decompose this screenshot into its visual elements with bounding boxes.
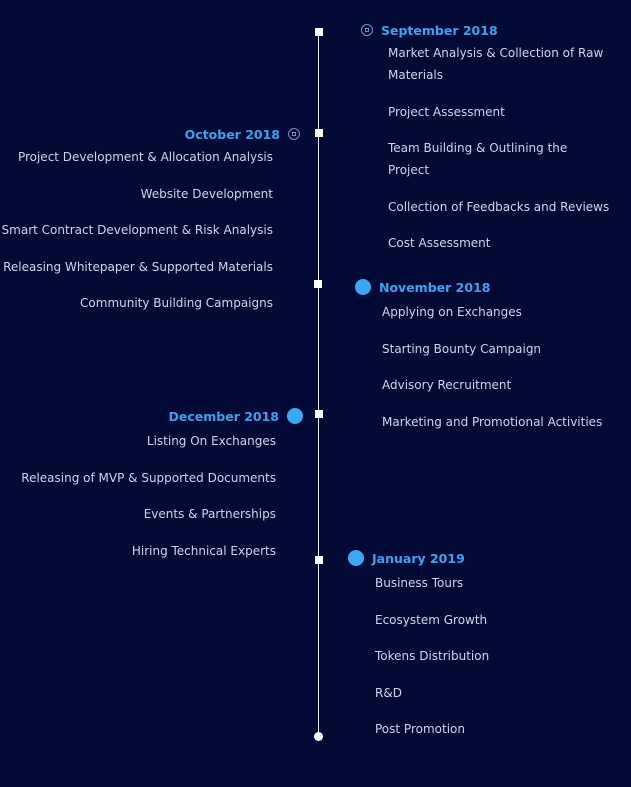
milestone-task: Project Assessment — [388, 104, 505, 119]
milestone-date: November 2018 — [379, 279, 491, 295]
timeline-axis — [318, 32, 319, 736]
timeline-end-node — [314, 732, 323, 741]
milestone-task: R&D — [375, 685, 402, 700]
milestone-task: Advisory Recruitment — [382, 378, 512, 392]
milestone-header — [0, 124, 300, 144]
milestone-october-2018 — [0, 124, 300, 329]
dot-icon — [348, 550, 364, 566]
milestone-date: January 2019 — [372, 550, 465, 566]
milestone-task: Listing On Exchanges — [146, 434, 276, 448]
milestone-task: Ecosystem Growth — [375, 612, 488, 627]
milestone-task-list — [388, 42, 611, 254]
timeline-node — [315, 129, 323, 137]
ring-icon — [361, 24, 373, 36]
milestone-january-2019 — [348, 548, 608, 755]
milestone-task: Marketing and Promotional Activities — [382, 414, 603, 429]
milestone-header — [348, 548, 608, 568]
ring-icon — [288, 128, 300, 140]
milestone-task-list — [375, 572, 608, 740]
milestone-date: December 2018 — [168, 408, 279, 424]
milestone-task: Events & Partnerships — [143, 507, 276, 521]
milestone-task: Tokens Distribution — [375, 649, 490, 663]
dot-icon — [355, 279, 371, 295]
milestone-header — [0, 406, 303, 426]
milestone-task-list — [0, 146, 273, 314]
milestone-task: Post Promotion — [375, 722, 465, 736]
milestone-header — [361, 20, 611, 40]
milestone-task: Releasing of MVP & Supported Documents — [21, 470, 276, 485]
timeline-node — [315, 556, 323, 564]
milestone-task: Website Development — [140, 186, 273, 201]
timeline-node — [314, 280, 322, 288]
milestone-task: Market Analysis & Collection of Raw Materials — [388, 46, 604, 82]
milestone-november-2018 — [355, 277, 615, 447]
timeline-node — [315, 28, 323, 36]
milestone-task-list — [0, 430, 276, 562]
milestone-task: Smart Contract Development & Risk Analysis — [1, 223, 273, 237]
milestone-task: Collection of Feedbacks and Reviews — [388, 199, 610, 214]
dot-icon — [287, 408, 303, 424]
milestone-task: Team Building & Outlining the Project — [388, 141, 568, 177]
milestone-task: Business Tours — [375, 576, 464, 590]
milestone-task: Community Building Campaigns — [80, 296, 273, 310]
milestone-task-list — [382, 301, 615, 433]
milestone-task: Starting Bounty Campaign — [382, 341, 542, 356]
milestone-september-2018 — [361, 20, 611, 269]
timeline-node — [315, 410, 323, 418]
milestone-header — [355, 277, 615, 297]
milestone-date: October 2018 — [184, 126, 280, 142]
milestone-task: Hiring Technical Experts — [131, 543, 276, 558]
milestone-december-2018 — [0, 406, 303, 576]
milestone-task: Applying on Exchanges — [382, 305, 522, 319]
milestone-date: September 2018 — [381, 22, 498, 38]
milestone-task: Releasing Whitepaper & Supported Materials — [3, 259, 273, 274]
milestone-task: Project Development & Allocation Analysis — [17, 150, 273, 164]
milestone-task: Cost Assessment — [388, 236, 491, 250]
